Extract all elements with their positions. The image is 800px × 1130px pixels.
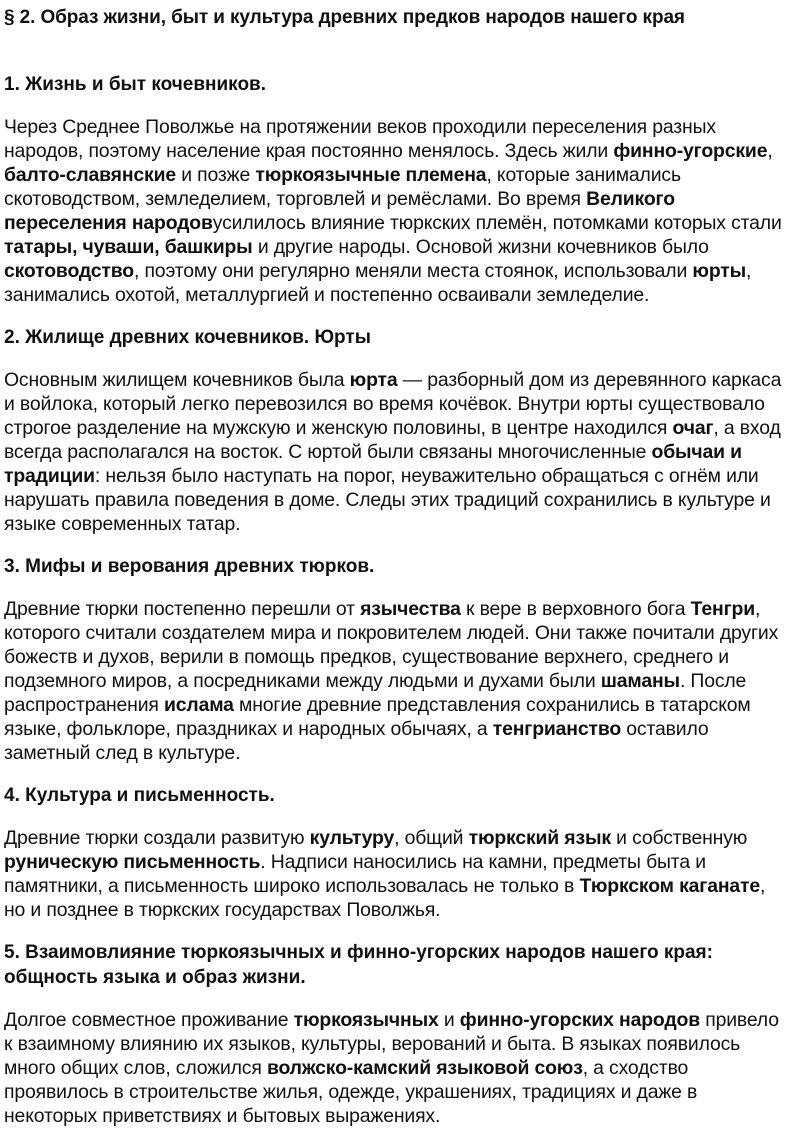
section-paragraph [4,1008,790,1128]
text-run: , но и позднее в тюркских государствах Поволжья. [4,875,766,921]
section-4 [4,783,790,922]
text-run: , занимались охотой, металлургией и постепенно осваивали земледелие. [4,260,752,306]
section-paragraph [4,115,790,307]
section-heading: 2. Жилище древних кочевников. Юрты [4,327,371,348]
section-paragraph [4,597,790,765]
bold-term: волжско-камский языковой союз [266,1057,583,1079]
text-run: , поэтому они регулярно меняли места стоянок, использовали [133,260,693,282]
text-run: оставило заметный след в культуре. [4,718,709,764]
text-run: , общий [394,827,469,849]
bold-term: обычаи и традиции [4,441,742,487]
text-run: к вере в верховного бога [460,598,691,620]
text-run: многие древние представления сохранились в татарском языке, фольклоре, праздниках и народных обычаях, а [4,694,751,740]
bold-term: тюркский язык [468,827,611,849]
bold-term: татары, чуваши, башкиры [4,236,253,258]
bold-term: Тюркском каганате [579,875,761,897]
bold-term: тюркоязычных [293,1009,439,1031]
bold-term: руническую письменность [4,851,261,873]
section-5 [4,940,790,1128]
bold-term: юрта [349,369,398,391]
bold-term: тенгрианство [492,718,622,740]
text-run: : нельзя было наступать на порог, неуважительно обращаться с огнём или нарушать правила поведения в доме. Следы этих традиций сохранились в культуре и языке современных татар. [4,465,771,535]
text-run: и собственную [610,827,748,849]
section-paragraph [4,826,790,922]
bold-term: шаманы [600,670,680,692]
bold-term: скотоводство [4,260,134,282]
text-run: — разборный дом из деревянного каркаса и войлока, который легко перевозился во время кочёвок. Внутри юрты существовало строгое разделение на мужскую и женскую половины, в центре находился [4,369,782,439]
section-1 [4,72,790,307]
text-run: Долгое совместное проживание [4,1009,294,1031]
section-heading: 5. Взаимовлияние тюркоязычных и финно-угорских народов нашего края: общность языка и образ жизни. [4,942,713,988]
bold-term: финно-угорские [613,140,768,162]
bold-term: культуру [309,827,395,849]
bold-term: Великого переселения народов [4,188,675,234]
text-run: Основным жилищем кочевников была [4,369,350,391]
bold-term: Тенгри [690,598,755,620]
bold-term: ислама [164,694,234,716]
text-run: и другие народы. Основой жизни кочевников было [252,236,709,258]
text-run: . Надписи наносились на камни, предметы быта и памятники, а письменность широко использовалась не только в [4,851,706,897]
bold-term: балто-славянские [4,164,176,186]
text-run: привело к взаимному влиянию их языков, культуры, верований и быта. В языках появилось много общих слов, сложился [4,1009,779,1079]
bold-term: очаг [672,417,714,439]
text-run: Древние тюрки создали развитую [4,827,310,849]
text-run: Через Среднее Поволжье на протяжении веков проходили переселения разных народов, поэтому население края постоянно менялось. Здесь жили [4,116,716,162]
bold-term: язычества [360,598,461,620]
text-run: , а сходство проявилось в строительстве жилья, одежде, украшениях, традициях и даже в некоторых приветствиях и бытовых выражениях. [4,1057,698,1127]
section-3 [4,554,790,765]
text-run: . После распространения [4,670,747,716]
bold-term: тюркоязычные племена [255,164,487,186]
section-heading: 4. Культура и письменность. [4,785,275,806]
text-run: , а вход всегда располагался на восток. С юртой были связаны многочисленные [4,417,781,463]
text-run: , которого считали создателем мира и покровителем людей. Они также почитали других божеств и духов, верили в помощь предков, существование верхнего, среднего и подземного миров, а посредниками между людьми и духами были [4,598,779,692]
bold-term: юрты [692,260,747,282]
text-run: , которые занимались скотоводством, земледелием, торговлей и ремёслами. Во время [4,164,681,210]
section-2 [4,325,790,536]
text-run: и [438,1009,460,1031]
bold-term: финно-угорских народов [459,1009,700,1031]
section-heading: 1. Жизнь и быт кочевников. [4,74,267,95]
text-run: , [767,140,773,162]
text-run: усилилось влияние тюркских племён, потомками которых стали [212,212,782,234]
section-heading: 3. Мифы и верования древних тюрков. [4,556,375,577]
text-run: Древние тюрки постепенно перешли от [4,598,361,620]
section-paragraph [4,368,790,536]
text-run: и позже [176,164,256,186]
document-title: § 2. Образ жизни, быт и культура древних предков народов нашего края [4,7,685,28]
